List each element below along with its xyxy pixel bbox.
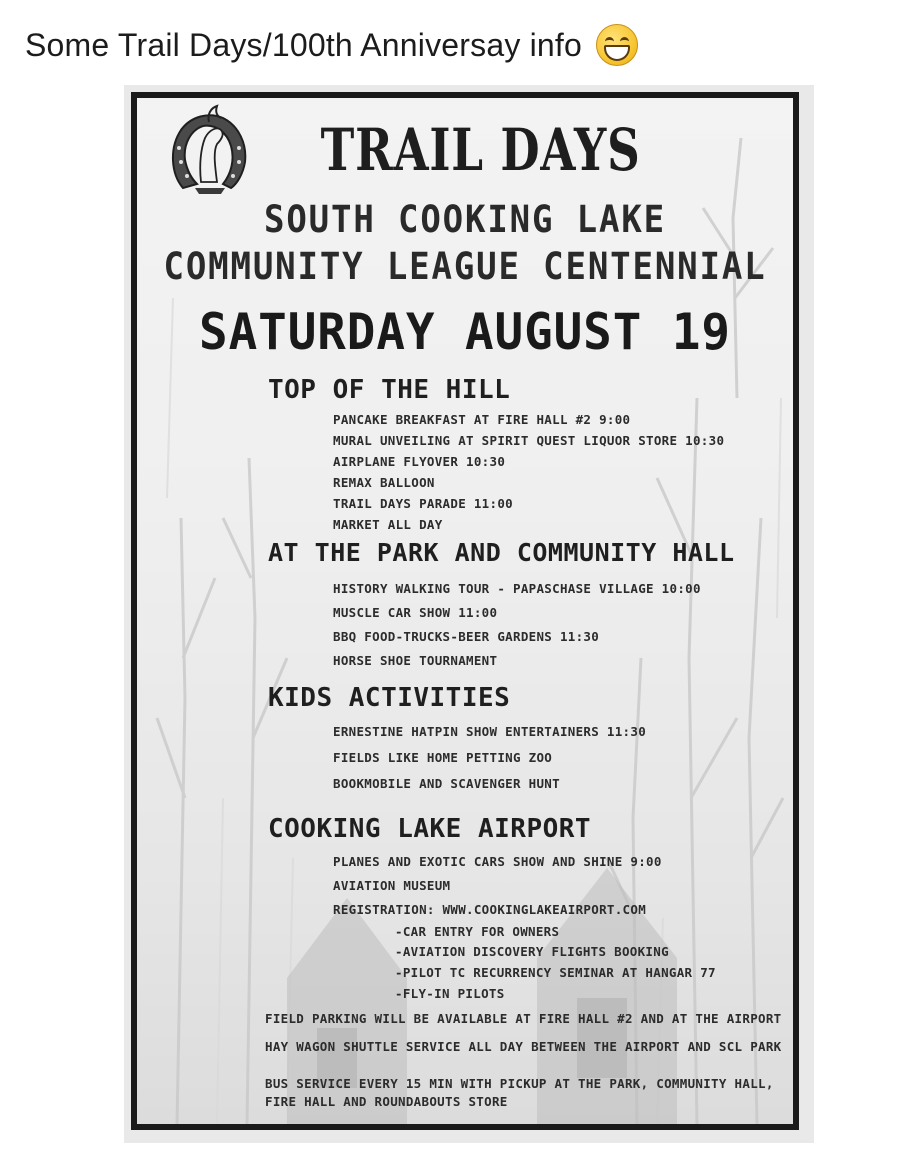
list-item: ERNESTINE HATPIN SHOW ENTERTAINERS 11:30 <box>333 724 647 739</box>
poster-title: TRAIL DAYS <box>320 116 641 184</box>
list-sub-item: -PILOT TC RECURRENCY SEMINAR AT HANGAR 77 <box>395 965 716 980</box>
list-item: HISTORY WALKING TOUR - PAPASCHASE VILLAGE 10:00 <box>333 581 701 596</box>
list-sub-item: -AVIATION DISCOVERY FLIGHTS BOOKING <box>395 944 669 959</box>
poster-subtitle-line2: COMMUNITY LEAGUE CENTENNIAL <box>163 245 767 288</box>
section-heading-top-of-the-hill: TOP OF THE HILL <box>268 375 511 405</box>
footer-parking-info: FIELD PARKING WILL BE AVAILABLE AT FIRE HALL #2 AND AT THE AIRPORT <box>265 1011 782 1026</box>
section-heading-kids-activities: KIDS ACTIVITIES <box>268 683 511 713</box>
list-item: PLANES AND EXOTIC CARS SHOW AND SHINE 9:00 <box>333 854 662 869</box>
section-heading-cooking-lake-airport: COOKING LAKE AIRPORT <box>268 814 592 844</box>
list-item: REMAX BALLOON <box>333 475 435 490</box>
list-item: MURAL UNVEILING AT SPIRIT QUEST LIQUOR STORE 10:30 <box>333 433 725 448</box>
footer-bus-info-line2: FIRE HALL AND ROUNDABOUTS STORE <box>265 1094 508 1109</box>
poster-subtitle-line1: SOUTH COOKING LAKE <box>263 198 667 241</box>
list-sub-item: -CAR ENTRY FOR OWNERS <box>395 924 560 939</box>
list-item: MUSCLE CAR SHOW 11:00 <box>333 605 498 620</box>
list-item: HORSE SHOE TOURNAMENT <box>333 653 498 668</box>
event-date: SATURDAY AUGUST 19 <box>199 303 731 361</box>
event-poster <box>131 92 799 1130</box>
section-heading-park-and-community-hall: AT THE PARK AND COMMUNITY HALL <box>268 538 735 567</box>
footer-shuttle-info: HAY WAGON SHUTTLE SERVICE ALL DAY BETWEEN THE AIRPORT AND SCL PARK <box>265 1039 782 1054</box>
list-item: AIRPLANE FLYOVER 10:30 <box>333 454 506 469</box>
list-item: PANCAKE BREAKFAST AT FIRE HALL #2 9:00 <box>333 412 631 427</box>
grinning-face-icon <box>596 24 638 66</box>
list-item: BOOKMOBILE AND SCAVENGER HUNT <box>333 776 560 791</box>
list-item: MARKET ALL DAY <box>333 517 443 532</box>
list-item: BBQ FOOD-TRUCKS-BEER GARDENS 11:30 <box>333 629 600 644</box>
post-caption <box>25 20 638 70</box>
list-item: AVIATION MUSEUM <box>333 878 451 893</box>
list-item: REGISTRATION: WWW.COOKINGLAKEAIRPORT.COM <box>333 902 647 917</box>
list-sub-item: -FLY-IN PILOTS <box>395 986 505 1001</box>
list-item: TRAIL DAYS PARADE 11:00 <box>333 496 513 511</box>
footer-bus-info-line1: BUS SERVICE EVERY 15 MIN WITH PICKUP AT THE PARK, COMMUNITY HALL, <box>265 1076 774 1091</box>
caption-text: Some Trail Days/100th Anniversay info <box>25 26 583 63</box>
list-item: FIELDS LIKE HOME PETTING ZOO <box>333 750 553 765</box>
